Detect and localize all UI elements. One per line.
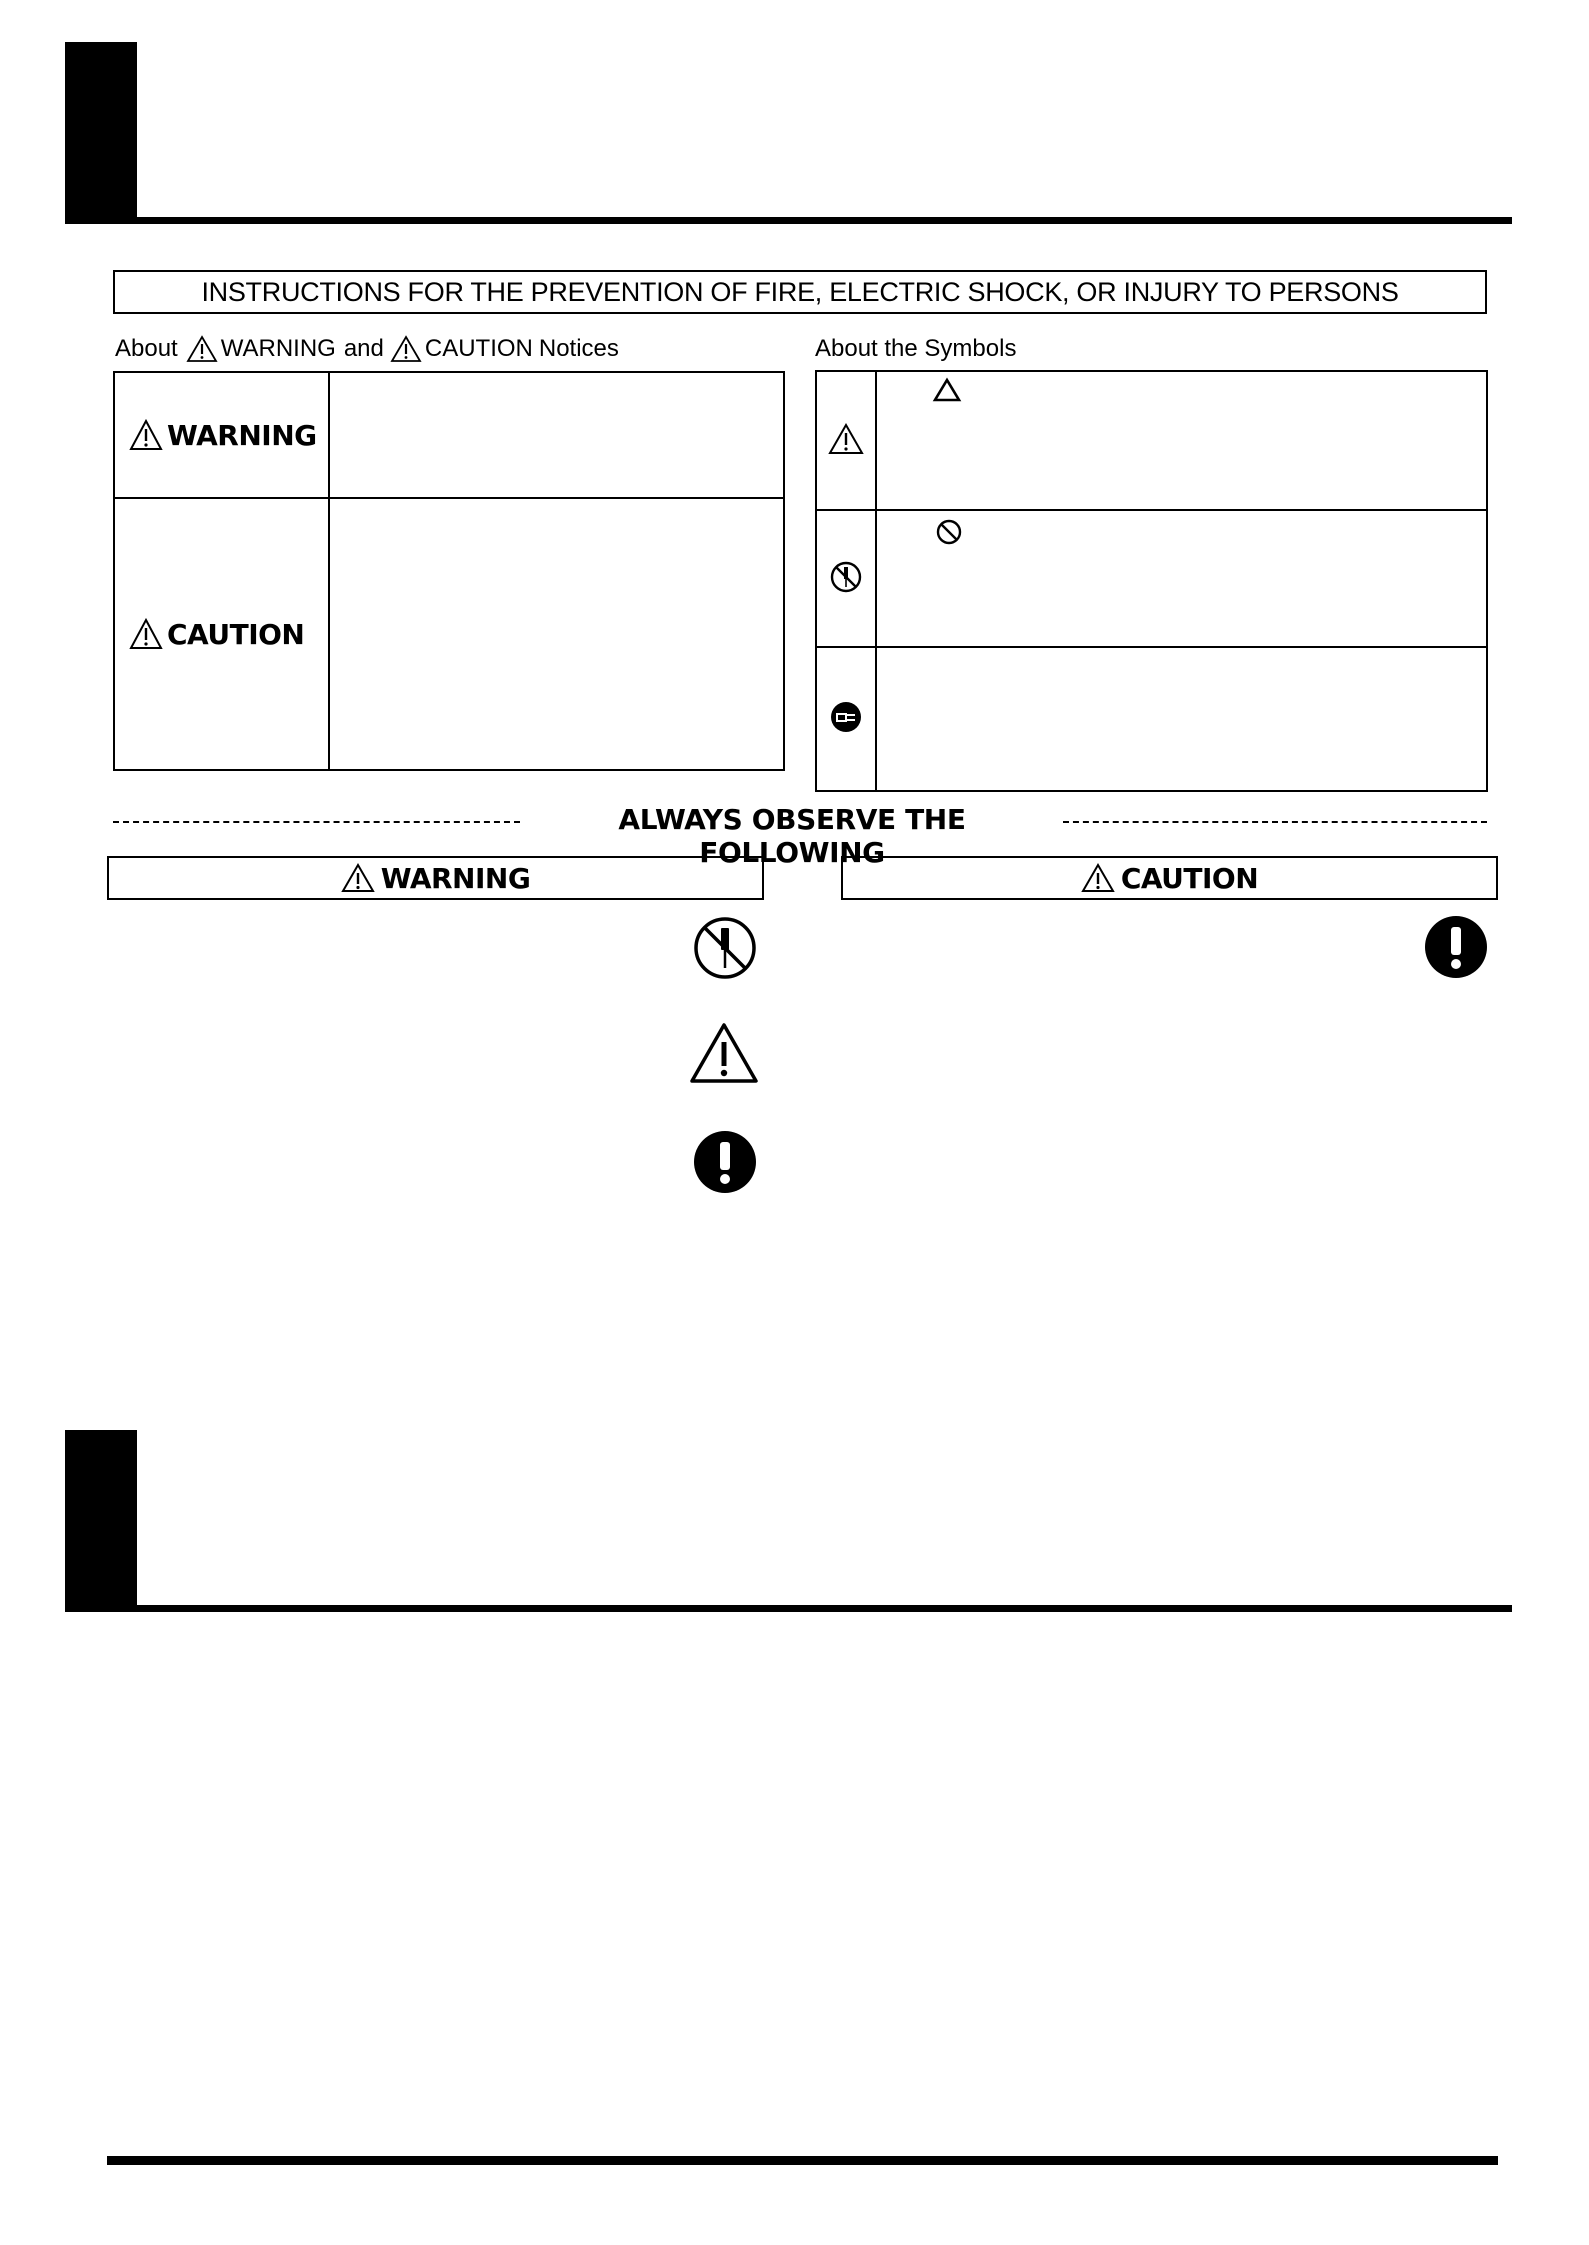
symbols-row-prohibited xyxy=(816,510,1487,647)
warning-triangle-icon xyxy=(186,335,218,363)
symbol-prohibited-description xyxy=(876,510,1487,647)
warning-band-label: WARNING xyxy=(380,861,531,895)
caution-label: CAUTION xyxy=(167,617,305,651)
warning-band xyxy=(107,856,764,900)
mandatory-action-icon xyxy=(693,1130,757,1194)
notices-about-text: About xyxy=(115,335,178,362)
notices-suffix: Notices xyxy=(538,335,619,362)
notices-row-caution xyxy=(114,498,784,770)
notices-table xyxy=(113,371,785,771)
symbols-row-triangle xyxy=(816,371,1487,510)
caution-band xyxy=(841,856,1498,900)
section-rule-bottom xyxy=(65,1605,1512,1612)
warning-triangle-icon xyxy=(828,423,864,455)
symbol-mandatory-description xyxy=(876,647,1487,791)
notices-warning-word: WARNING xyxy=(220,335,336,362)
section-marker-top xyxy=(65,42,137,224)
warning-triangle-icon xyxy=(129,419,163,451)
symbol-triangle-description xyxy=(876,371,1487,510)
section-rule-top xyxy=(65,217,1512,224)
warning-triangle-icon xyxy=(1081,863,1115,893)
divider-left xyxy=(113,821,520,823)
symbols-heading-text: About the Symbols xyxy=(815,335,1017,362)
warning-description-cell xyxy=(329,372,784,498)
notices-row-warning xyxy=(114,372,784,498)
symbols-row-mandatory xyxy=(816,647,1487,791)
notices-heading xyxy=(115,332,619,366)
no-disassemble-icon xyxy=(829,560,863,594)
symbols-table xyxy=(815,370,1488,792)
mandatory-action-icon xyxy=(1424,915,1488,979)
symbols-heading xyxy=(815,332,1016,366)
caution-band-label: CAUTION xyxy=(1120,861,1259,895)
caution-label-cell xyxy=(115,618,328,651)
triangle-outline-icon xyxy=(932,377,962,403)
observe-title: ALWAYS OBSERVE THE FOLLOWING xyxy=(618,803,966,869)
warning-label: WARNING xyxy=(167,418,317,452)
no-disassemble-icon xyxy=(692,915,758,981)
caution-description-cell xyxy=(329,498,784,770)
section-marker-bottom xyxy=(65,1430,137,1612)
footer-rule xyxy=(107,2156,1498,2165)
warning-triangle-icon xyxy=(341,863,375,893)
warning-triangle-icon xyxy=(129,618,163,650)
notices-caution-word: CAUTION xyxy=(424,335,533,362)
warning-triangle-icon xyxy=(689,1022,759,1084)
warning-label-cell xyxy=(115,419,328,452)
caution-triangle-icon xyxy=(390,335,422,363)
divider-right xyxy=(1063,821,1487,823)
notices-and-word: and xyxy=(343,335,384,362)
unplug-icon xyxy=(830,701,862,733)
main-title-box xyxy=(113,270,1487,314)
main-title: INSTRUCTIONS FOR THE PREVENTION OF FIRE, ELECTRIC SHOCK, OR INJURY TO PERSONS xyxy=(201,276,1399,307)
prohibited-circle-icon xyxy=(934,517,964,547)
